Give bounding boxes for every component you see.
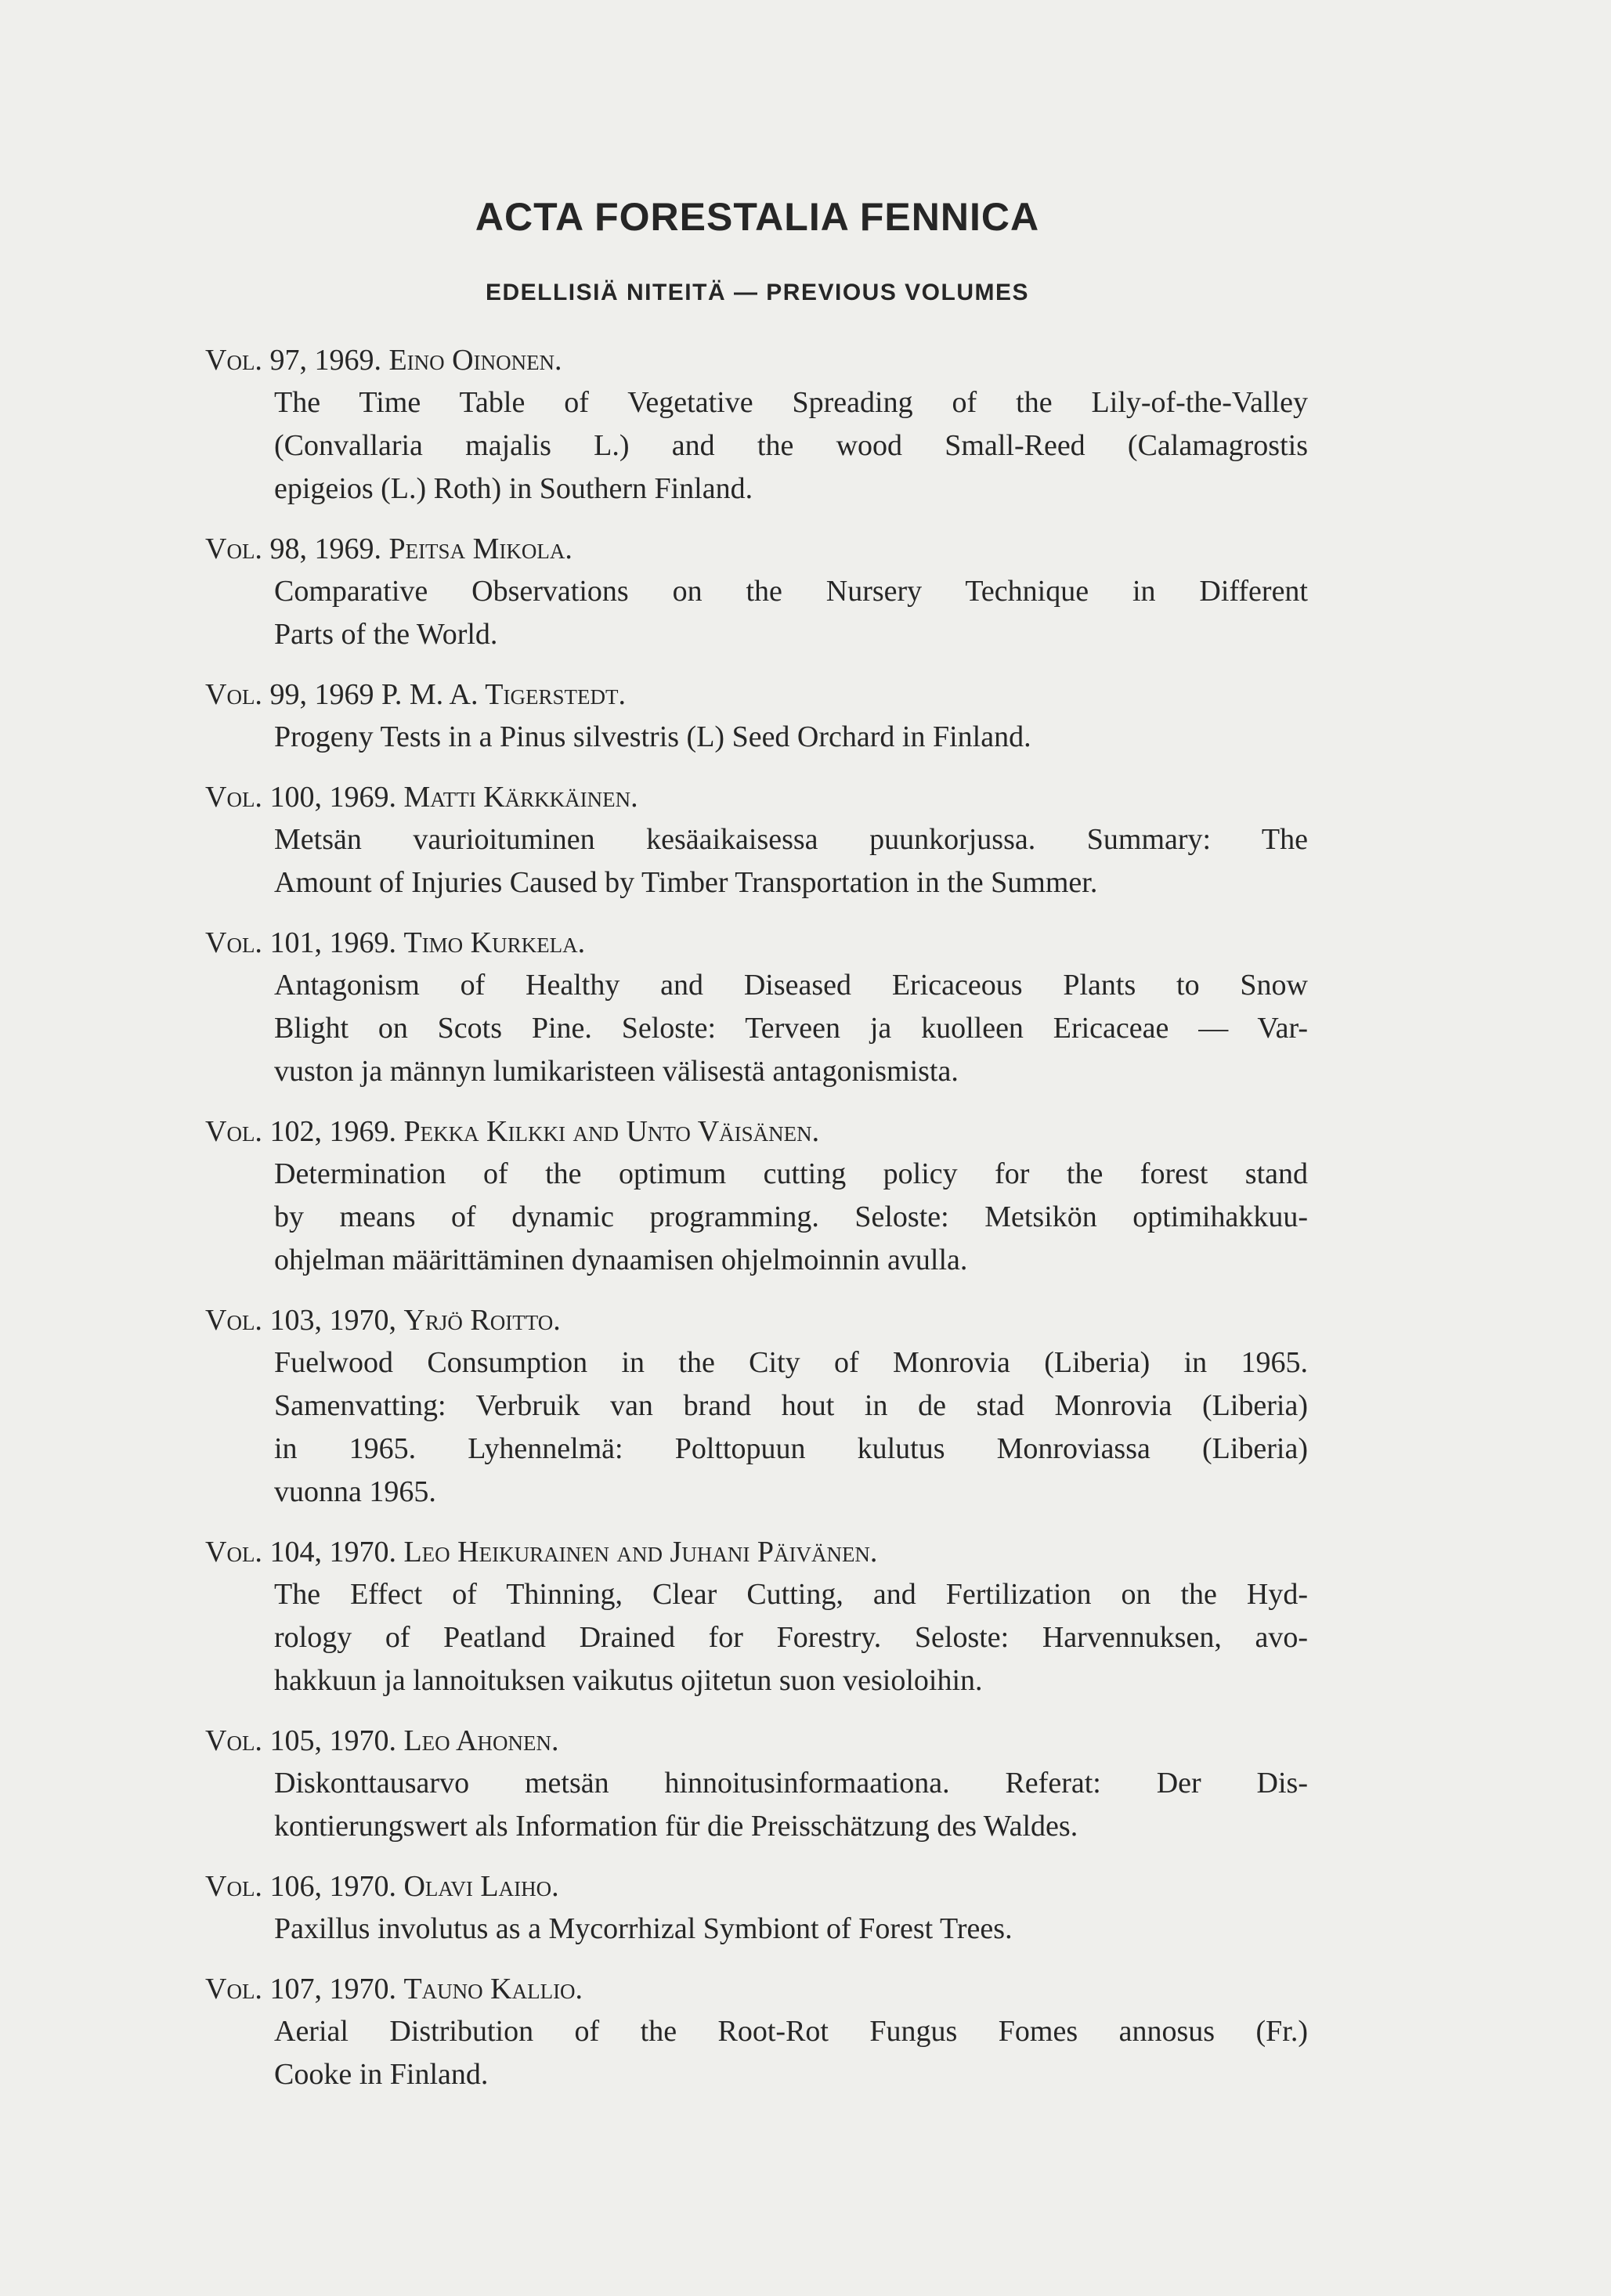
vol-label: Vol. xyxy=(205,344,262,377)
title-line: vuston ja männyn lumikaristeen välisestä antagonismista. xyxy=(274,1055,959,1088)
title-line: vuonna 1965. xyxy=(274,1475,436,1508)
vol-number-year: 107, 1970. xyxy=(269,1973,396,2005)
volume-list xyxy=(205,339,1309,2096)
page-content xyxy=(205,174,1309,2114)
entry-heading xyxy=(205,1968,1309,2010)
entry-title xyxy=(205,570,1308,656)
vol-number-year: 105, 1970. xyxy=(269,1724,396,1757)
title-line: Paxillus involutus as a Mycorrhizal Symbiont of Forest Trees. xyxy=(274,1912,1013,1945)
entry-title xyxy=(205,1573,1308,1702)
vol-number-year: 103, 1970, xyxy=(269,1304,396,1337)
title-line: hakkuun ja lannoituksen vaikutus ojitetun suon vesioloihin. xyxy=(274,1664,983,1697)
title-line: Fuelwood Consumption in the City of Monrovia (Liberia) in 1965. xyxy=(274,1346,1308,1379)
vol-label: Vol. xyxy=(205,1973,262,2005)
title-line: Diskonttausarvo metsän hinnoitusinformaationa. Referat: Der Dis- xyxy=(274,1767,1308,1800)
volume-entry xyxy=(205,673,1309,759)
volume-entry xyxy=(205,339,1309,511)
volume-entry xyxy=(205,1968,1309,2096)
volume-entry xyxy=(205,528,1309,656)
vol-number-year: 102, 1969. xyxy=(269,1115,396,1148)
volume-entry xyxy=(205,1865,1309,1951)
entry-heading xyxy=(205,776,1309,818)
volume-entry xyxy=(205,1720,1309,1848)
title-line: kontierungswert als Information für die Preisschätzung des Waldes. xyxy=(274,1810,1078,1843)
vol-number-year: 100, 1969. xyxy=(269,781,396,814)
entry-heading xyxy=(205,1299,1309,1341)
volume-entry xyxy=(205,922,1309,1093)
entry-heading xyxy=(205,1110,1309,1153)
title-line: Antagonism of Healthy and Diseased Ericaceous Plants to Snow xyxy=(274,969,1308,1002)
entry-heading xyxy=(205,339,1309,381)
author: Leo Ahonen. xyxy=(403,1724,559,1757)
vol-number-year: 99, 1969 xyxy=(269,678,374,711)
title-line: Cooke in Finland. xyxy=(274,2058,489,2091)
title-line: The Time Table of Vegetative Spreading of the Lily-of-the-Valley xyxy=(274,386,1308,419)
entry-title xyxy=(205,1908,1308,1951)
volume-entry xyxy=(205,1299,1309,1514)
vol-number-year: 101, 1969. xyxy=(269,926,396,959)
entry-heading xyxy=(205,1865,1309,1908)
entry-heading xyxy=(205,922,1309,964)
vol-number-year: 97, 1969. xyxy=(269,344,381,377)
title-line: Determination of the optimum cutting policy for the forest stand xyxy=(274,1157,1308,1190)
vol-label: Vol. xyxy=(205,532,262,565)
title-line: The Effect of Thinning, Clear Cutting, and Fertilization on the Hyd- xyxy=(274,1578,1308,1611)
vol-label: Vol. xyxy=(205,1536,262,1569)
author: P. M. A. Tigerstedt. xyxy=(381,678,627,711)
author: Pekka Kilkki and Unto Väisänen. xyxy=(403,1115,820,1148)
title-line: epigeios (L.) Roth) in Southern Finland. xyxy=(274,472,753,505)
title-line: Samenvatting: Verbruik van brand hout in de stad Monrovia (Liberia) xyxy=(274,1389,1308,1422)
vol-label: Vol. xyxy=(205,926,262,959)
vol-label: Vol. xyxy=(205,781,262,814)
author: Matti Kärkkäinen. xyxy=(403,781,638,814)
title-line: Parts of the World. xyxy=(274,618,498,651)
title-line: by means of dynamic programming. Seloste: Metsikön optimihakkuu- xyxy=(274,1200,1308,1233)
entry-title xyxy=(205,1153,1308,1282)
section-subtitle: EDELLISIÄ NITEITÄ — PREVIOUS VOLUMES xyxy=(485,280,1030,305)
vol-number-year: 104, 1970. xyxy=(269,1536,396,1569)
title-line: Blight on Scots Pine. Seloste: Terveen ja kuolleen Ericaceae — Var- xyxy=(274,1012,1308,1045)
title-line: in 1965. Lyhennelmä: Polttopuun kulutus Monroviassa (Liberia) xyxy=(274,1432,1308,1465)
entry-title xyxy=(205,964,1308,1093)
vol-label: Vol. xyxy=(205,1115,262,1148)
volume-entry xyxy=(205,776,1309,904)
entry-title xyxy=(205,1762,1308,1848)
author: Yrjö Roitto. xyxy=(403,1304,561,1337)
author: Tauno Kallio. xyxy=(403,1973,583,2005)
entry-title xyxy=(205,2010,1308,2096)
title-line: Aerial Distribution of the Root-Rot Fungus Fomes annosus (Fr.) xyxy=(274,2015,1308,2048)
vol-number-year: 98, 1969. xyxy=(269,532,381,565)
author: Olavi Laiho. xyxy=(403,1870,559,1903)
title-line: Progeny Tests in a Pinus silvestris (L) Seed Orchard in Finland. xyxy=(274,720,1031,753)
entry-title xyxy=(205,818,1308,904)
title-line: (Convallaria majalis L.) and the wood Small-Reed (Calamagrostis xyxy=(274,429,1308,462)
vol-label: Vol. xyxy=(205,1870,262,1903)
author: Timo Kurkela. xyxy=(403,926,586,959)
entry-title xyxy=(205,1341,1308,1514)
volume-entry xyxy=(205,1110,1309,1282)
vol-number-year: 106, 1970. xyxy=(269,1870,396,1903)
entry-heading xyxy=(205,673,1309,716)
entry-title xyxy=(205,716,1308,759)
author: Eino Oinonen. xyxy=(388,344,562,377)
vol-label: Vol. xyxy=(205,678,262,711)
author: Leo Heikurainen and Juhani Päivänen. xyxy=(403,1536,878,1569)
entry-title xyxy=(205,381,1308,511)
vol-label: Vol. xyxy=(205,1724,262,1757)
volume-entry xyxy=(205,1531,1309,1702)
journal-title: ACTA FORESTALIA FENNICA xyxy=(475,195,1040,239)
title-line: rology of Peatland Drained for Forestry. Seloste: Harvennuksen, avo- xyxy=(274,1621,1308,1654)
entry-heading xyxy=(205,528,1309,570)
title-line: Amount of Injuries Caused by Timber Transportation in the Summer. xyxy=(274,866,1098,899)
title-line: Metsän vaurioituminen kesäaikaisessa puunkorjussa. Summary: The xyxy=(274,823,1308,856)
vol-label: Vol. xyxy=(205,1304,262,1337)
entry-heading xyxy=(205,1720,1309,1762)
entry-heading xyxy=(205,1531,1309,1573)
author: Peitsa Mikola. xyxy=(388,532,573,565)
title-line: Comparative Observations on the Nursery Technique in Different xyxy=(274,575,1308,608)
title-line: ohjelman määrittäminen dynaamisen ohjelmoinnin avulla. xyxy=(274,1244,968,1276)
